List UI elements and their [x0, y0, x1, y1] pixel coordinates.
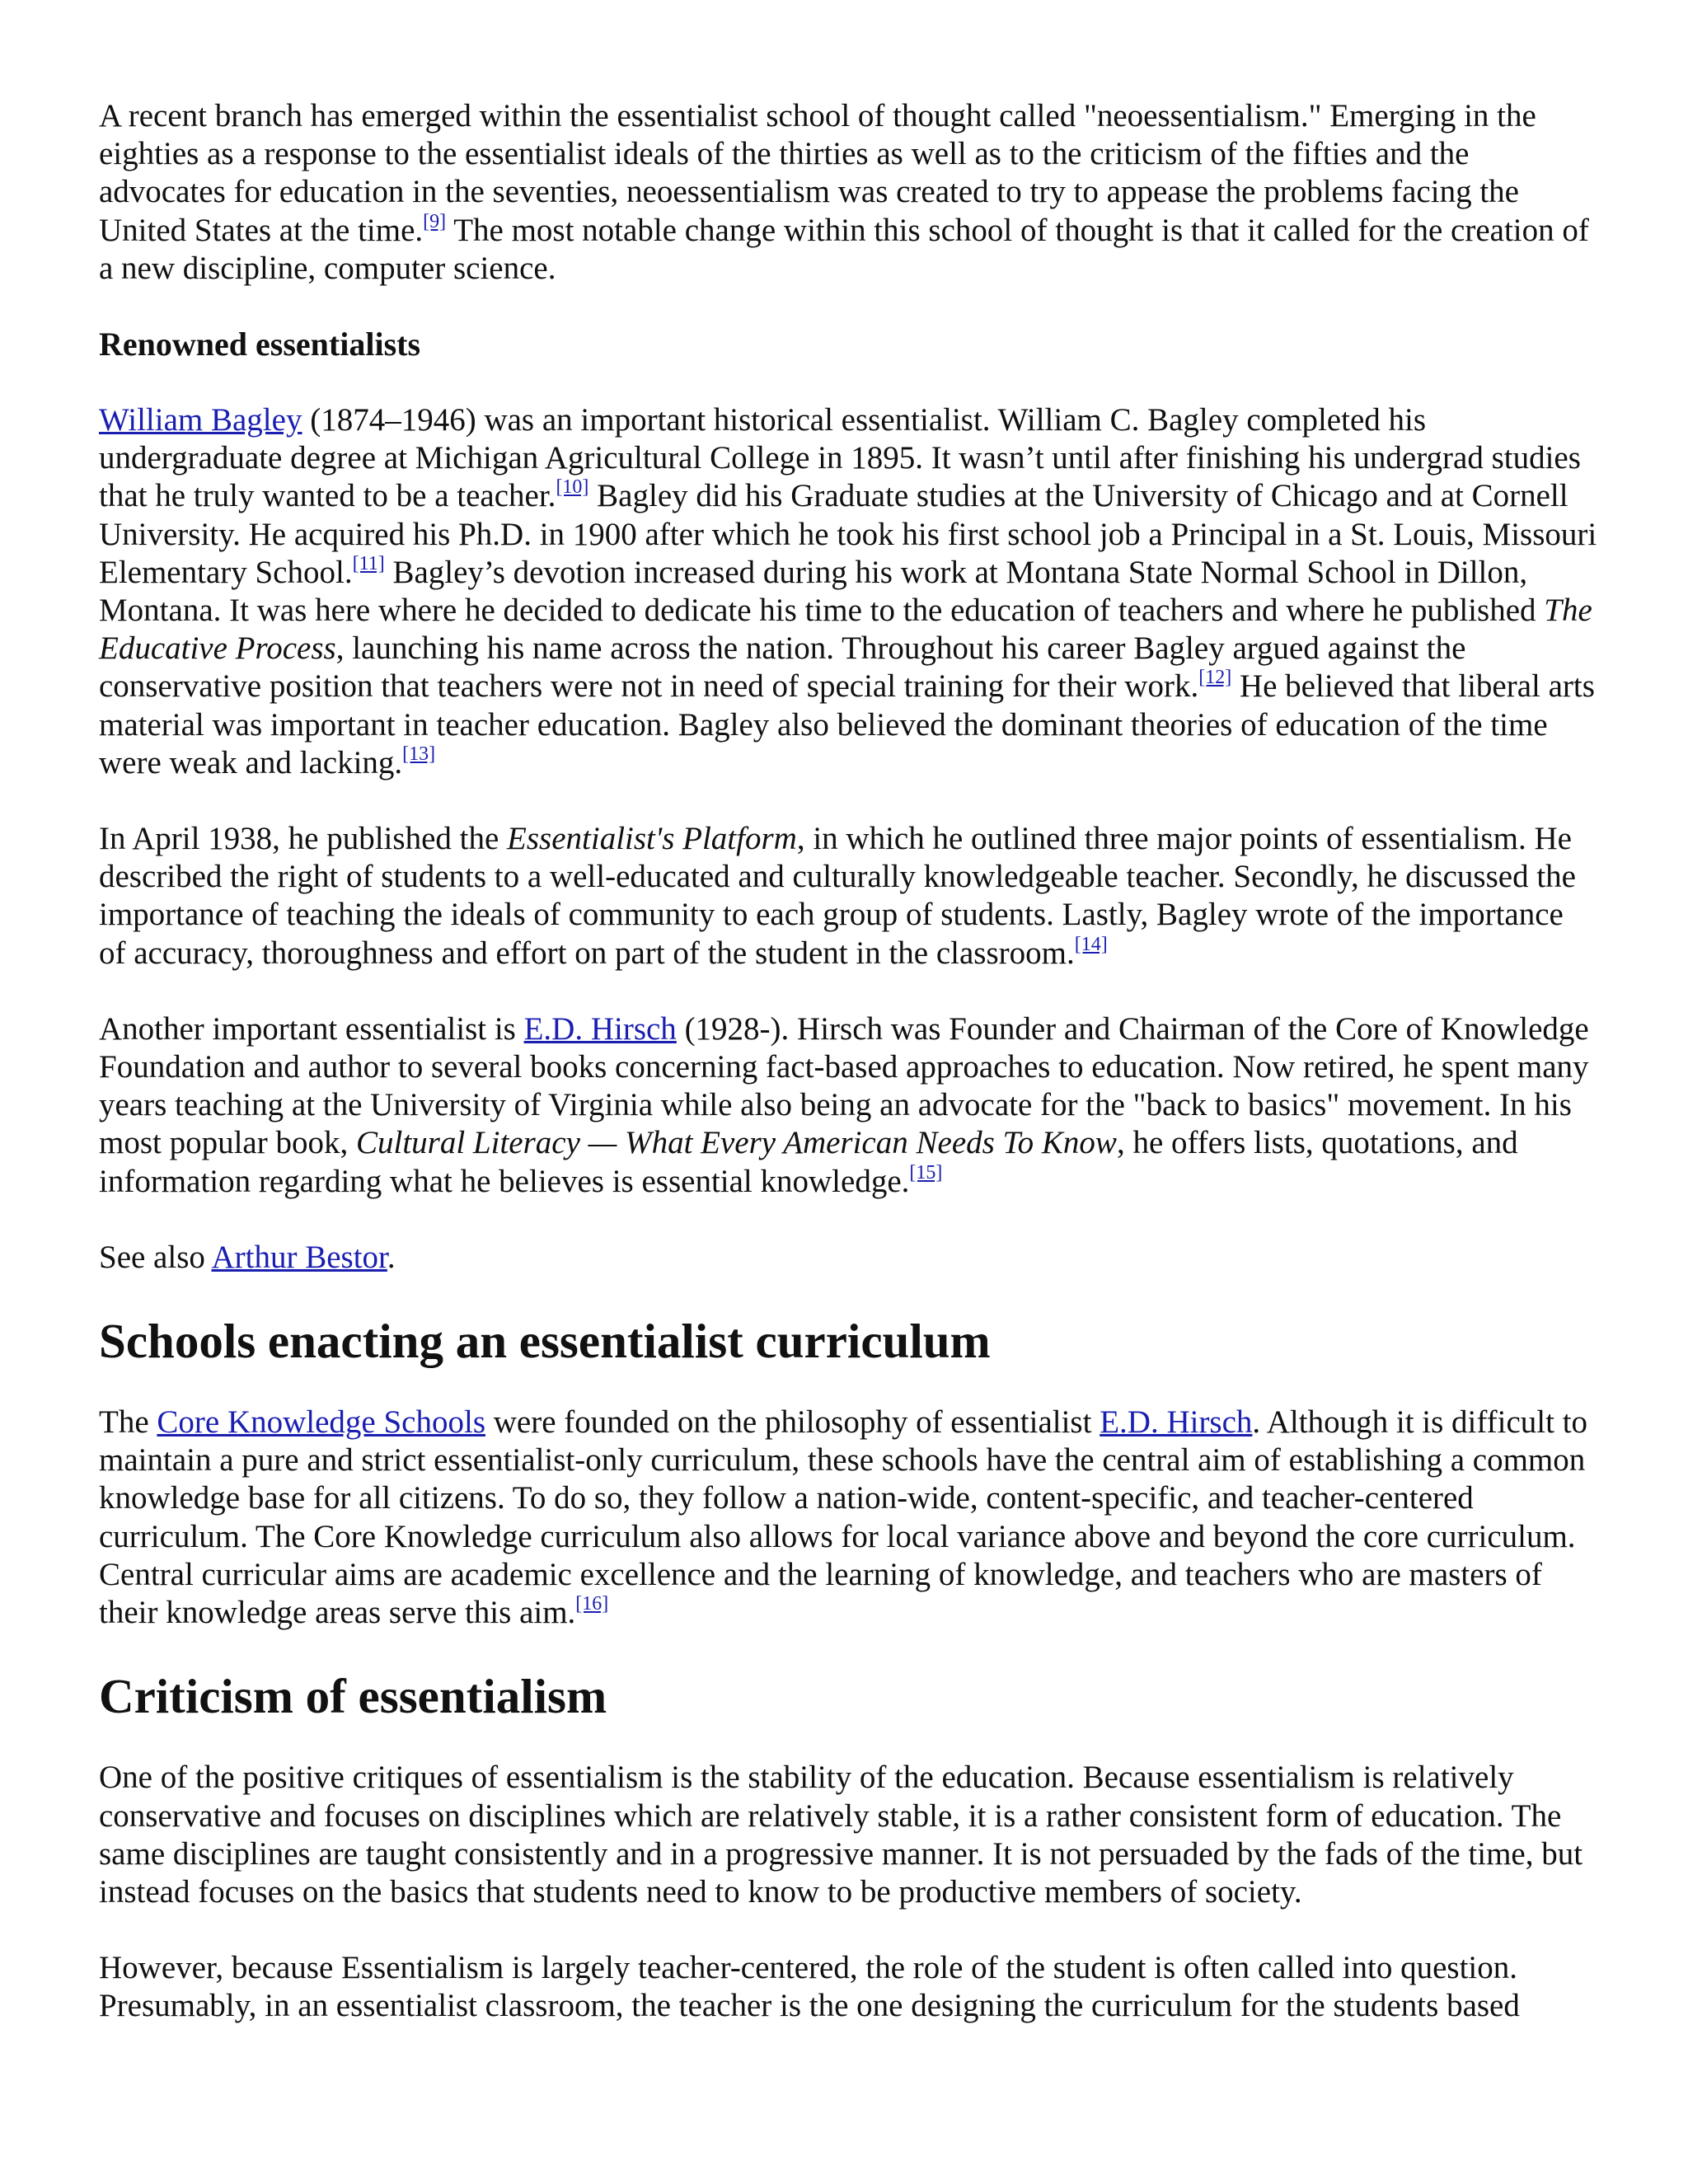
platform-paragraph: In April 1938, he published the Essentialist's Platform, in which he outlined three major points of essentialism. He described the right of students to a well-educated and culturally knowledgeable teacher. Secondly, he discussed the importance of teaching the ideals of community to each group of students. Lastly, Bagley wrote of the importance of accuracy, thoroughness and effort on part of the student in the classroom.[14]	[99, 821, 1576, 971]
see-also-paragraph: See also Arthur Bestor.	[99, 1239, 396, 1275]
essentialists-platform-title: Essentialist's Platform	[507, 821, 797, 857]
citation-15-link[interactable]: [15]	[909, 1161, 943, 1183]
ed-hirsch-link-2[interactable]: E.D. Hirsch	[1100, 1404, 1253, 1441]
schools-heading: Schools enacting an essentialist curriculum	[99, 1314, 991, 1369]
educative-process-title: The Educative Process	[99, 593, 1592, 667]
citation-9-link[interactable]: [9]	[423, 210, 447, 232]
cultural-literacy-title: Cultural Literacy — What Every American Needs To Know	[355, 1125, 1117, 1161]
hirsch-paragraph: Another important essentialist is E.D. Hirsch (1928-). Hirsch was Founder and Chairman of the Core of Knowledge Foundation and author to several books concerning fact-based approaches to education. Now retired, he spent many years teaching at the University of Virginia while also being an advocate for the "back to basics" movement. In his most popular book, Cultural Literacy — What Every American Needs To Know, he offers lists, quotations, and information regarding what he believes is essential knowledge.[15]	[99, 1010, 1589, 1199]
bagley-paragraph: William Bagley (1874–1946) was an important historical essentialist. William C. Bagley completed his undergraduate degree at Michigan Agricultural College in 1895. It wasn’t until after finishing his undergrad studies that he truly wanted to be a teacher.[10] Bagley did his Graduate studies at the University of Chicago and at Cornell University. He acquired his Ph.D. in 1900 after which he took his first school job a Principal in a St. Louis, Missouri Elementary School.[11] Bagley’s devotion increased during his work at Montana State Normal School in Dillon, Montana. It was here where he decided to dedicate his time to the education of teachers and where he published The Educative Process, launching his name across the nation. Throughout his career Bagley argued against the conservative position that teachers were not in need of special training for their work.[12] He believed that liberal arts material was important in teacher education. Bagley also believed the dominant theories of education of the time were weak and lacking.[13]	[99, 402, 1597, 780]
renowned-essentialists-heading: Renowned essentialists	[99, 326, 421, 363]
criticism-heading: Criticism of essentialism	[99, 1669, 607, 1724]
criticism-paragraph-2: However, because Essentialism is largely teacher-centered, the role of the student is often called into question. Presumably, in an essentialist classroom, the teacher is the one designing the curriculum for the students based	[99, 1950, 1520, 2024]
arthur-bestor-link[interactable]: Arthur Bestor	[211, 1239, 387, 1275]
article-body	[99, 97, 1597, 2026]
citation-12-link[interactable]: [12]	[1198, 667, 1232, 689]
citation-11-link[interactable]: [11]	[352, 552, 385, 574]
core-knowledge-schools-link[interactable]: Core Knowledge Schools	[157, 1404, 485, 1441]
core-knowledge-paragraph: The Core Knowledge Schools were founded on the philosophy of essentialist E.D. Hirsch. Although it is difficult to maintain a pure and strict essentialist-only curriculum, these schools have the central aim of establishing a common knowledge base for all citizens. To do so, they follow a nation-wide, content-specific, and teacher-centered curriculum. The Core Knowledge curriculum also allows for local variance above and beyond the core curriculum. Central curricular aims are academic excellence and the learning of knowledge, and teachers who are masters of their knowledge areas serve this aim.[16]	[99, 1404, 1588, 1631]
citation-13-link[interactable]: [13]	[402, 743, 436, 765]
william-bagley-link[interactable]: William Bagley	[99, 402, 302, 438]
ed-hirsch-link[interactable]: E.D. Hirsch	[523, 1010, 677, 1047]
citation-10-link[interactable]: [10]	[556, 476, 589, 499]
neoessentialism-paragraph: A recent branch has emerged within the essentialist school of thought called "neoessentialism." Emerging in the eighties as a response to the essentialist ideals of the thirties as well as to the criticism of the fifties and the advocates for education in the seventies, neoessentialism was created to try to appease the problems facing the United States at the time.[9] The most notable change within this school of thought is that it called for the creation of a new discipline, computer science.	[99, 98, 1589, 286]
citation-14-link[interactable]: [14]	[1074, 933, 1108, 955]
citation-16-link[interactable]: [16]	[575, 1593, 609, 1615]
criticism-paragraph-1: One of the positive critiques of essentialism is the stability of the education. Because essentialism is relatively conservative and focuses on disciplines which are relatively stable, it is a rather consistent form of education. The same disciplines are taught consistently and in a progressive manner. It is not persuaded by the fads of the time, but instead focuses on the basics that students need to know to be productive members of society.	[99, 1760, 1583, 1910]
